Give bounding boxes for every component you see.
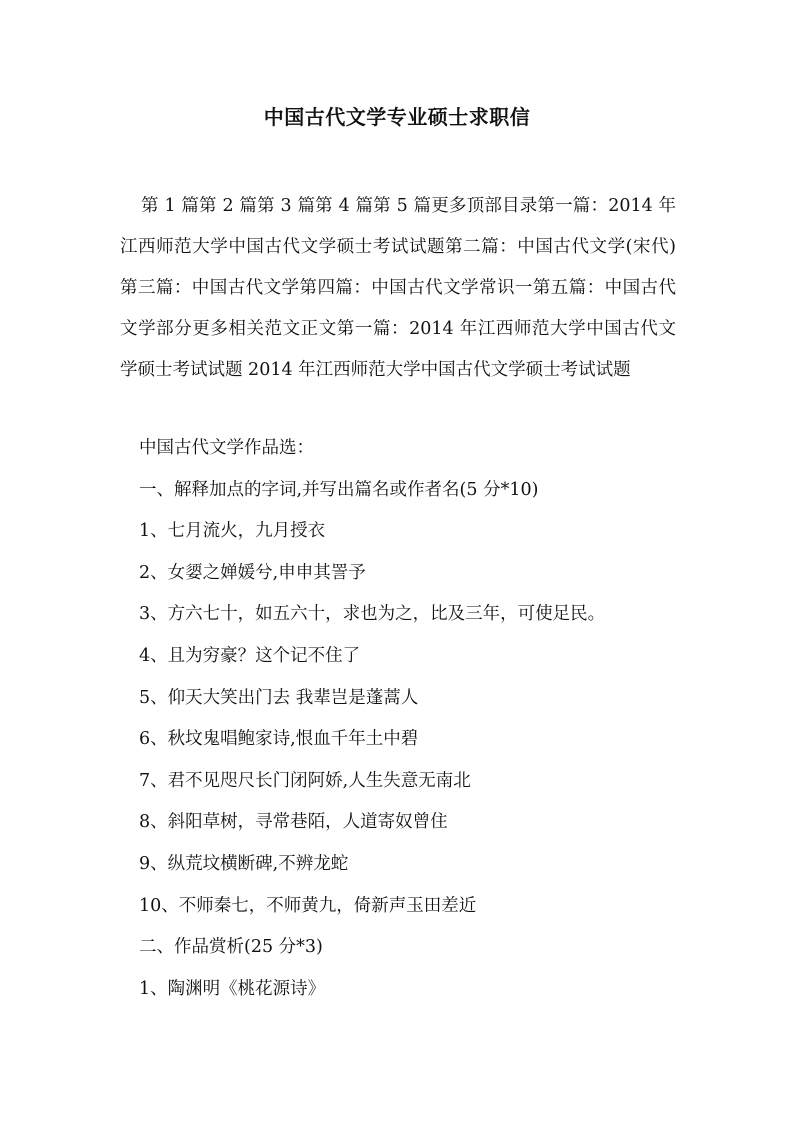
question-item-3: 3、方六七十，如五六十，求也为之，比及三年，可使足民。 [139,604,606,625]
section-heading-works: 中国古代文学作品选： [139,438,314,458]
question-list [139,434,605,1016]
question-item-7: 7、君不见咫尺长门闭阿娇,人生失意无南北 [139,770,471,791]
question-item-9: 9、纵荒坟横断碑,不辨龙蛇 [139,853,349,874]
document-title: 中国古代文学专业硕士求职信 [263,105,531,129]
question-item-10: 10、不师秦七，不师黄九，倚新声玉田差近 [139,895,477,916]
question-item-5: 5、仰天大笑出门去 我辈岂是蓬蒿人 [139,687,419,708]
question-item-6: 6、秋坟鬼唱鲍家诗,恨血千年土中碧 [139,729,419,750]
question-item-2: 2、女媭之婵媛兮,申申其詈予 [139,562,366,583]
question-item-4: 4、且为穷豪？这个记不住了 [139,645,361,666]
question-item-8: 8、斜阳草树，寻常巷陌，人道寄奴曾住 [139,812,448,833]
section-heading-part-one: 一、解释加点的字词,并写出篇名或作者名(5 分*10) [139,479,539,500]
intro-paragraph: 第 1 篇第 2 篇第 3 篇第 4 篇第 5 篇更多顶部目录第一篇：2014 年江西师范大学中国古代文学硕士考试试题第二篇：中国古代文学(宋代)第三篇：中国古代文学第四篇：中国古代文学常识一第五篇：中国古代文学部分更多相关范文正文第一篇：2014 年江西师范大学中国古代文学硕士考试试题 2014 年江西师范大学中国古代文学硕士考试试题 [120,196,676,380]
appreciation-item-1: 1、陶渊明《桃花源诗》 [139,978,326,999]
section-heading-part-two: 二、作品赏析(25 分*3) [139,937,323,958]
question-item-1: 1、七月流火，九月授衣 [139,521,326,542]
